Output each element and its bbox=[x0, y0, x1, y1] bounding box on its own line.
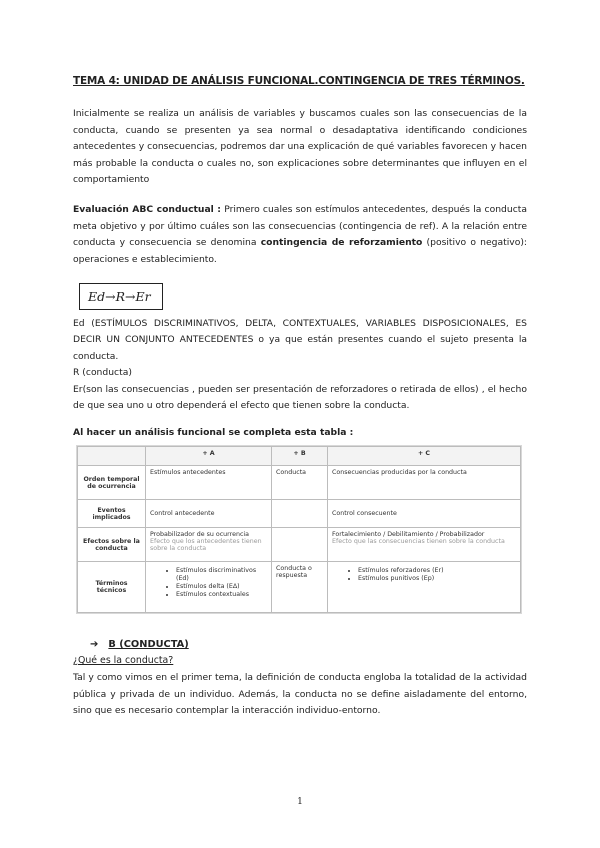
cell-a-list bbox=[150, 567, 267, 599]
table-header-a: + A bbox=[146, 447, 272, 466]
table-header-row bbox=[78, 447, 521, 466]
cell-a: Estímulos antecedentes bbox=[146, 466, 272, 500]
abc-label: Evaluación ABC conductual : bbox=[73, 204, 221, 215]
arrow-right-icon: ➔ bbox=[90, 639, 99, 650]
table-row bbox=[78, 466, 521, 500]
cell-a bbox=[146, 528, 272, 562]
table-row bbox=[78, 500, 521, 528]
table-heading: Al hacer un análisis funcional se completa esta tabla : bbox=[73, 427, 354, 438]
cell-a-main: Probabilizador de su ocurrencia bbox=[150, 531, 250, 538]
cell-c: Control consecuente bbox=[328, 500, 521, 528]
list-item: • Estímulos delta (EΔ) bbox=[176, 583, 267, 591]
intro-paragraph: Inicialmente se realiza un análisis de variables y buscamos cuales son las consecuencias de la conducta, cuando se presenten ya sea normal o desadaptativa identificando condiciones antecedentes y consecuencias, podremos dar una explicación de qué variables favorecen y hacen más probable la conducta o cuales no, son explicaciones sobre determinantes que influyen en el comportamiento bbox=[73, 108, 527, 186]
definition-r: R (conducta) bbox=[73, 367, 132, 379]
list-item: • Estímulos discriminativos (Ed) bbox=[176, 567, 267, 583]
table-header-b: + B bbox=[272, 447, 328, 466]
cell-c bbox=[328, 528, 521, 562]
definition-ed: Ed (ESTÍMULOS DISCRIMINATIVOS, DELTA, CONTEXTUALES, VARIABLES DISPOSICIONALES, ES DECIR UN CONJUNTO ANTECEDENTES o ya que están presentes cuando el sujeto presenta la conducta. bbox=[73, 318, 527, 362]
cell-a-sub: Efecto que los antecedentes tienen sobre la conducta bbox=[150, 538, 262, 552]
cell-b: Conducta bbox=[272, 466, 328, 500]
abc-text-2: (positivo o negativo): operaciones e establecimiento. bbox=[73, 237, 527, 265]
cell-a: Control antecedente bbox=[146, 500, 272, 528]
definitions-paragraph bbox=[73, 316, 527, 414]
cell-b bbox=[272, 528, 328, 562]
abc-table bbox=[76, 445, 522, 614]
cell-b bbox=[272, 500, 328, 528]
list-item: • Estímulos reforzadores (Er) bbox=[358, 567, 516, 575]
cell-b: Conducta o respuesta bbox=[272, 562, 328, 613]
list-item: • Estímulos punitivos (Ep) bbox=[358, 575, 516, 583]
row-head: Términos técnicos bbox=[78, 562, 146, 613]
cell-c-sub: Efecto que las consecuencias tienen sobre la conducta bbox=[332, 538, 505, 545]
row-head: Eventos implicados bbox=[78, 500, 146, 528]
section-question: ¿Qué es la conducta? bbox=[73, 655, 174, 666]
formula-box: Ed→R→Er bbox=[79, 283, 163, 310]
section-heading bbox=[90, 639, 189, 650]
cell-c: Consecuencias producidas por la conducta bbox=[328, 466, 521, 500]
cell-c-list bbox=[332, 567, 516, 583]
list-item: • Estímulos contextuales bbox=[176, 591, 267, 599]
section-paragraph: Tal y como vimos en el primer tema, la definición de conducta engloba la totalidad de la actividad pública y privada de un individuo. Además, la conducta no se define aisladamente del entorno, sino que es necesario contemplar la interacción individuo-entorno. bbox=[73, 672, 527, 717]
cell-c-main: Fortalecimiento / Debilitamiento / Probabilizador bbox=[332, 531, 485, 538]
abc-bold-term: contingencia de reforzamiento bbox=[260, 237, 423, 249]
cell-c bbox=[328, 562, 521, 613]
table-row bbox=[78, 528, 521, 562]
table-header-empty bbox=[78, 447, 146, 466]
definition-er: Er(son las consecuencias , pueden ser presentación de reforzadores o retirada de ellos) , el hecho de que sea uno u otro dependerá el efecto que tienen sobre la conducta. bbox=[73, 383, 527, 412]
cell-a bbox=[146, 562, 272, 613]
page-number: 1 bbox=[297, 797, 303, 807]
table-row bbox=[78, 562, 521, 613]
page-title: TEMA 4: UNIDAD DE ANÁLISIS FUNCIONAL.CONTINGENCIA DE TRES TÉRMINOS. bbox=[73, 75, 525, 87]
table-header-c: + C bbox=[328, 447, 521, 466]
section-label: B (CONDUCTA) bbox=[108, 639, 189, 650]
row-head: Orden temporal de ocurrencia bbox=[78, 466, 146, 500]
row-head: Efectos sobre la conducta bbox=[78, 528, 146, 562]
abc-text-1: Primero cuales son estímulos antecedentes, después la conducta meta objetivo y por último cuáles son las consecuencias (contingencia de ref). A la relación entre conducta y consecuencia se denomina bbox=[73, 204, 527, 249]
abc-paragraph bbox=[73, 202, 527, 268]
